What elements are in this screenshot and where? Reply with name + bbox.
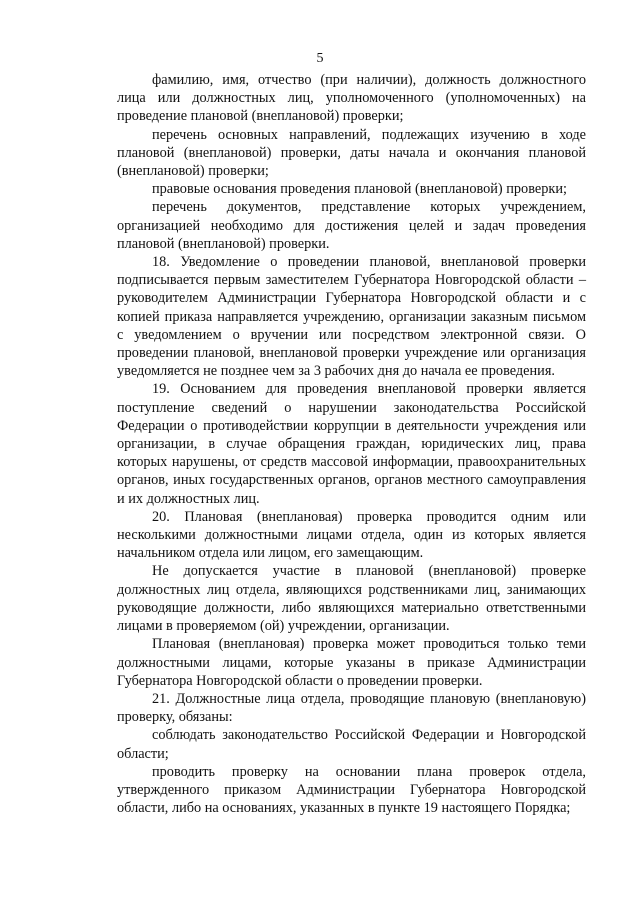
paragraph-item-18: 18. Уведомление о проведении плановой, внеплановой проверки подписывается первым заместителем Губернатора Новгородской области – руководителем Администрации Губернатора Новгородской области и с копией приказа направляется учреждению, организации заказным письмом с уведомлением о вручении или посредством электронной связи. О проведении плановой, внеплановой проверки учреждение или организация уведомляется не позднее чем за 3 рабочих дня до начала ее проведения.: [117, 254, 586, 380]
paragraph: фамилию, имя, отчество (при наличии), должность должностного лица или должностных лиц, уполномоченного (уполномоченных) на проведение плановой (внеплановой) проверки;: [117, 72, 586, 125]
paragraph: правовые основания проведения плановой (внеплановой) проверки;: [152, 181, 567, 198]
paragraph: перечень основных направлений, подлежащих изучению в ходе плановой (внеплановой) проверки, даты начала и окончания плановой (внеплановой) проверки;: [117, 126, 586, 180]
paragraph-item-20: 20. Плановая (внеплановая) проверка проводится одним или несколькими должностными лицами отдела, один из которых является начальником отдела или лицом, его замещающим.: [117, 508, 586, 562]
paragraph: соблюдать законодательство Российской Федерации и Новгородской области;: [117, 727, 586, 762]
page-number: 5: [316, 51, 324, 66]
paragraph: Не допускается участие в плановой (внеплановой) проверке должностных лиц отдела, являющихся родственниками лиц, занимающих руководящие должности, либо являющихся материально ответственными лицами в проверяемом (ой) учреждении, организации.: [117, 563, 586, 635]
paragraph: Плановая (внеплановая) проверка может проводиться только теми должностными лицами, которые указаны в приказе Администрации Губернатора Новгородской области о проведении проверки.: [117, 636, 586, 689]
paragraph-item-19: 19. Основанием для проведения внеплановой проверки является поступление сведений о нарушении законодательства Российской Федерации о противодействии коррупции в деятельности учреждения или организации, в случае обращения граждан, юридических лиц, права которых нарушены, от средств массовой информации, правоохранительных органов, иных государственных органов, органов местного самоуправления и их должностных лиц.: [117, 381, 586, 507]
paragraph: проводить проверку на основании плана проверок отдела, утвержденного приказом Администрации Губернатора Новгородской области, либо на основаниях, указанных в пункте 19 настоящего Порядка;: [117, 763, 586, 817]
paragraph-item-21: 21. Должностные лица отдела, проводящие плановую (внеплановую) проверку, обязаны:: [117, 690, 586, 726]
paragraph: перечень документов, представление которых учреждением, организацией необходимо для достижения целей и задач проведения плановой (внеплановой) проверки.: [117, 199, 586, 252]
document-body: [117, 71, 586, 817]
